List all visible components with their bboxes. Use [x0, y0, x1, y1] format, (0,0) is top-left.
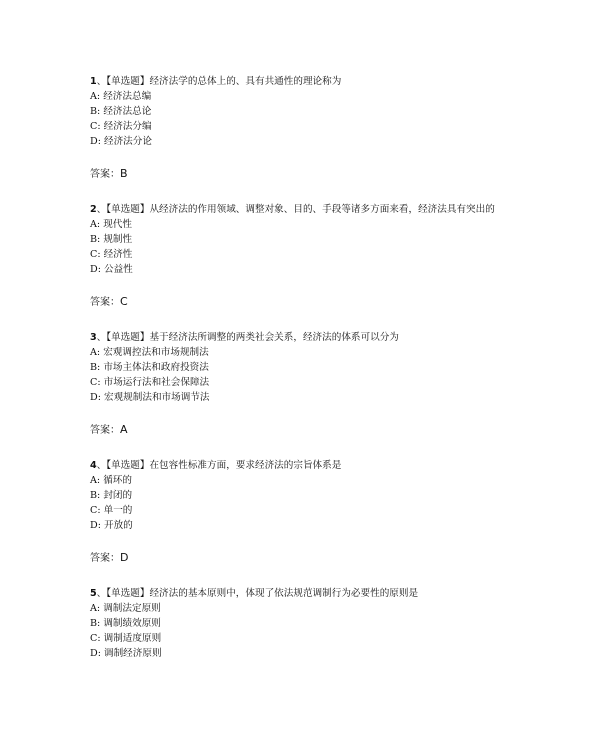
option-b: B: 封闭的 — [90, 490, 133, 501]
question-number: 1 — [90, 76, 97, 87]
question-1 — [90, 74, 530, 182]
answer-label: 答案： — [90, 553, 120, 564]
question-3 — [90, 330, 530, 438]
answer-line — [90, 422, 530, 438]
question-tag: 、【单选题】 — [96, 460, 150, 471]
option-d: D: 调制经济原则 — [90, 648, 162, 659]
question-4 — [90, 458, 530, 566]
question-tag: 、【单选题】 — [96, 332, 150, 343]
option-c: C: 经济法分编 — [90, 121, 152, 132]
question-title — [90, 330, 530, 345]
option-b: B: 经济法总论 — [90, 106, 152, 117]
question-text: 基于经济法所调整的两类社会关系，经济法的体系可以分为 — [149, 332, 399, 343]
option-d: D: 公益性 — [90, 264, 133, 275]
option-b: B: 调制绩效原则 — [90, 618, 161, 629]
answer-value: C — [120, 295, 128, 308]
question-text: 经济法的基本原则中，体现了依法规范调制行为必要性的原则是 — [149, 588, 419, 599]
option-c: C: 单一的 — [90, 505, 133, 516]
answer-label: 答案： — [90, 425, 120, 436]
question-5 — [90, 586, 530, 661]
answer-label: 答案： — [90, 169, 120, 180]
question-number: 3 — [90, 332, 97, 343]
option-a: A: 循环的 — [90, 475, 132, 486]
option-b: B: 规制性 — [90, 234, 133, 245]
question-tag: 、【单选题】 — [96, 76, 150, 87]
option-c: C: 经济性 — [90, 249, 133, 260]
option-a: A: 现代性 — [90, 219, 132, 230]
answer-line — [90, 550, 530, 566]
question-number: 2 — [90, 204, 97, 215]
question-list — [90, 74, 530, 661]
question-number: 4 — [90, 460, 97, 471]
option-c: C: 市场运行法和社会保障法 — [90, 377, 210, 388]
question-2 — [90, 202, 530, 310]
option-d: D: 经济法分论 — [90, 136, 152, 147]
question-title — [90, 458, 530, 473]
question-title — [90, 586, 530, 601]
question-title — [90, 74, 530, 89]
option-d: D: 开放的 — [90, 520, 133, 531]
option-a: A: 调制法定原则 — [90, 603, 161, 614]
answer-line — [90, 294, 530, 310]
question-tag: 、【单选题】 — [96, 204, 150, 215]
answer-value: A — [120, 423, 128, 436]
question-title — [90, 202, 530, 217]
option-c: C: 调制适度原则 — [90, 633, 162, 644]
answer-value: D — [120, 551, 129, 564]
question-text: 在包容性标准方面，要求经济法的宗旨体系是 — [149, 460, 342, 471]
option-d: D: 宏观规制法和市场调节法 — [90, 392, 210, 403]
question-number: 5 — [90, 588, 97, 599]
question-text: 经济法学的总体上的、具有共通性的理论称为 — [149, 76, 342, 87]
option-a: A: 宏观调控法和市场规制法 — [90, 347, 209, 358]
question-text: 从经济法的作用领域、调整对象、目的、手段等诸多方面来看，经济法具有突出的 — [149, 204, 495, 215]
option-b: B: 市场主体法和政府投资法 — [90, 362, 209, 373]
question-tag: 、【单选题】 — [96, 588, 150, 599]
answer-label: 答案： — [90, 297, 120, 308]
option-a: A: 经济法总编 — [90, 91, 152, 102]
answer-value: B — [120, 167, 128, 180]
answer-line — [90, 166, 530, 182]
